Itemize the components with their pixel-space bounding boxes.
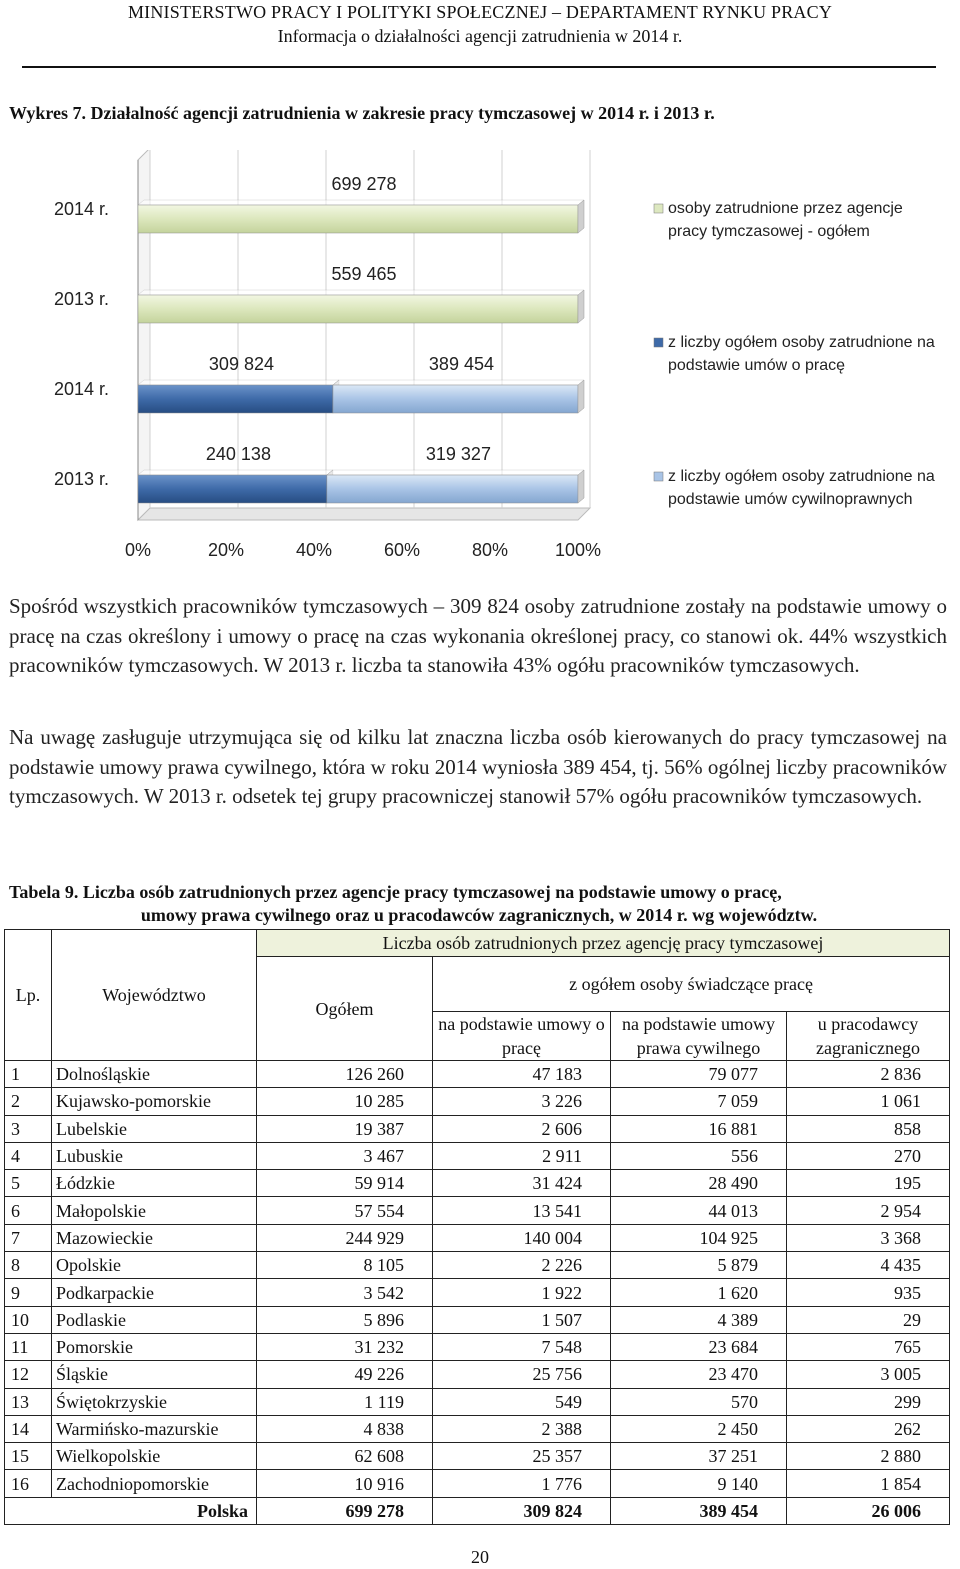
cell-zagr: 4 435	[787, 1252, 950, 1279]
cell-lp: 2	[5, 1088, 52, 1115]
cell-zagr: 299	[787, 1388, 950, 1415]
table-body	[5, 1061, 950, 1525]
cell-umowa-prawa: 23 470	[611, 1361, 787, 1388]
table-row	[5, 1443, 950, 1470]
cell-zagr: 2 836	[787, 1061, 950, 1088]
page-number: 20	[471, 1547, 489, 1567]
bar-chart	[0, 150, 960, 570]
cell-zagr: 858	[787, 1115, 950, 1142]
cell-ogolem: 62 608	[257, 1443, 433, 1470]
x-tick-label: 0%	[124, 540, 152, 560]
cell-zagr: 2 880	[787, 1443, 950, 1470]
cell-lp: 14	[5, 1415, 52, 1442]
data-label: 309 824	[208, 354, 275, 374]
col-head-group: Liczba osób zatrudnionych przez agencję pracy tymczasowej	[257, 930, 950, 957]
cell-umowa-prawa: 9 140	[611, 1470, 787, 1497]
cell-ogolem: 1 119	[257, 1388, 433, 1415]
cell-ogolem: 4 838	[257, 1415, 433, 1442]
cell-ogolem: 19 387	[257, 1115, 433, 1142]
table-row	[5, 1197, 950, 1224]
cell-lp: 13	[5, 1388, 52, 1415]
cell-ogolem: 3 542	[257, 1279, 433, 1306]
cell-ogolem: 3 467	[257, 1142, 433, 1169]
cell-umowa-prawa: 23 684	[611, 1333, 787, 1360]
table-row	[5, 1333, 950, 1360]
x-tick-label: 40%	[295, 540, 333, 560]
cell-wojewodztwo: Śląskie	[52, 1361, 257, 1388]
x-tick-label: 80%	[471, 540, 509, 560]
cell-umowa-praca: 25 756	[433, 1361, 611, 1388]
cell-lp: 4	[5, 1142, 52, 1169]
x-tick-label: 100%	[554, 540, 602, 560]
cell-ogolem: 57 554	[257, 1197, 433, 1224]
cell-umowa-prawa: 4 389	[611, 1306, 787, 1333]
data-label: 240 138	[205, 444, 271, 464]
table-row	[5, 1252, 950, 1279]
table-row	[5, 1306, 950, 1333]
cell-wojewodztwo: Pomorskie	[52, 1333, 257, 1360]
bar-segment	[138, 470, 333, 503]
legend-swatch	[654, 204, 663, 213]
col-head-zagr: u pracodawcy zagranicznego	[787, 1012, 950, 1061]
cell-wojewodztwo: Łódzkie	[52, 1170, 257, 1197]
cell-umowa-praca: 2 911	[433, 1142, 611, 1169]
cell-zagr: 2 954	[787, 1197, 950, 1224]
legend-text: osoby zatrudnione przez agencje	[668, 200, 903, 217]
cell-umowa-praca: 47 183	[433, 1061, 611, 1088]
cell-ogolem: 10 916	[257, 1470, 433, 1497]
legend-text: z liczby ogółem osoby zatrudnione na	[668, 334, 935, 351]
cell-lp: 8	[5, 1252, 52, 1279]
cell-umowa-prawa: 556	[611, 1142, 787, 1169]
cell-umowa-praca: 1 776	[433, 1470, 611, 1497]
bar-segment	[327, 470, 584, 503]
legend-text: podstawie umów cywilnoprawnych	[668, 491, 913, 508]
cell-lp: 6	[5, 1197, 52, 1224]
cell-umowa-praca: 2 606	[433, 1115, 611, 1142]
cell-total-ogolem: 699 278	[257, 1497, 433, 1524]
cell-wojewodztwo: Wielkopolskie	[52, 1443, 257, 1470]
table-row	[5, 1142, 950, 1169]
running-header-ministry: MINISTERSTWO PRACY I POLITYKI SPOŁECZNEJ – DEPARTAMENT RYNKU PRACY	[127, 2, 833, 22]
cell-wojewodztwo: Podlaskie	[52, 1306, 257, 1333]
legend-swatch	[654, 472, 663, 481]
table-row	[5, 1415, 950, 1442]
cell-lp: 16	[5, 1470, 52, 1497]
cell-umowa-prawa: 570	[611, 1388, 787, 1415]
bar-segment	[138, 200, 584, 233]
cell-umowa-prawa: 104 925	[611, 1224, 787, 1251]
y-category-label: 2014 r.	[54, 379, 110, 399]
cell-umowa-prawa: 37 251	[611, 1443, 787, 1470]
chart-legend	[654, 200, 935, 508]
cell-total-zagr: 26 006	[787, 1497, 950, 1524]
cell-umowa-prawa: 79 077	[611, 1061, 787, 1088]
cell-wojewodztwo: Lubelskie	[52, 1115, 257, 1142]
cell-wojewodztwo: Kujawsko-pomorskie	[52, 1088, 257, 1115]
cell-ogolem: 5 896	[257, 1306, 433, 1333]
table-row	[5, 1361, 950, 1388]
paragraph-1: Spośród wszystkich pracowników tymczasowych – 309 824 osoby zatrudnione zostały na podstawie umowy o pracę na czas określony i umowy o pracę na czas wykonania określonej pracy, co stanowi ok. 44% wszystkich pracowników tymczasowych. W 2013 r. liczba ta stanowiła 43% ogółu pracowników tymczasowych.	[9, 594, 947, 678]
cell-lp: 5	[5, 1170, 52, 1197]
x-tick-label: 60%	[383, 540, 421, 560]
data-label: 559 465	[331, 264, 397, 284]
table-row	[5, 1279, 950, 1306]
cell-ogolem: 59 914	[257, 1170, 433, 1197]
data-label: 389 454	[428, 354, 495, 374]
bar-segment	[138, 290, 584, 323]
cell-ogolem: 126 260	[257, 1061, 433, 1088]
cell-total-umowa-prawa: 389 454	[611, 1497, 787, 1524]
cell-umowa-prawa: 1 620	[611, 1279, 787, 1306]
cell-lp: 12	[5, 1361, 52, 1388]
cell-umowa-prawa: 44 013	[611, 1197, 787, 1224]
running-header-title: Informacja o działalności agencji zatrudnienia w 2014 r.	[277, 26, 683, 46]
cell-umowa-prawa: 5 879	[611, 1252, 787, 1279]
col-head-ogolem: Ogółem	[257, 957, 433, 1061]
y-category-label: 2013 r.	[54, 289, 110, 309]
cell-zagr: 1 854	[787, 1470, 950, 1497]
legend-swatch	[654, 338, 663, 347]
cell-ogolem: 49 226	[257, 1361, 433, 1388]
table-row	[5, 1388, 950, 1415]
cell-ogolem: 8 105	[257, 1252, 433, 1279]
cell-umowa-praca: 3 226	[433, 1088, 611, 1115]
cell-zagr: 29	[787, 1306, 950, 1333]
table-row	[5, 1115, 950, 1142]
cell-lp: 7	[5, 1224, 52, 1251]
cell-wojewodztwo: Warmińsko-mazurskie	[52, 1415, 257, 1442]
cell-umowa-praca: 7 548	[433, 1333, 611, 1360]
cell-umowa-praca: 13 541	[433, 1197, 611, 1224]
cell-lp: 11	[5, 1333, 52, 1360]
cell-umowa-praca: 2 226	[433, 1252, 611, 1279]
cell-ogolem: 10 285	[257, 1088, 433, 1115]
cell-wojewodztwo: Zachodniopomorskie	[52, 1470, 257, 1497]
header-rule	[22, 66, 936, 68]
bar-segment	[138, 380, 339, 413]
cell-wojewodztwo: Opolskie	[52, 1252, 257, 1279]
cell-zagr: 935	[787, 1279, 950, 1306]
table-row	[5, 1224, 950, 1251]
cell-zagr: 1 061	[787, 1088, 950, 1115]
cell-zagr: 3 005	[787, 1361, 950, 1388]
cell-umowa-praca: 2 388	[433, 1415, 611, 1442]
cell-umowa-praca: 549	[433, 1388, 611, 1415]
cell-lp: 10	[5, 1306, 52, 1333]
cell-umowa-prawa: 2 450	[611, 1415, 787, 1442]
cell-zagr: 765	[787, 1333, 950, 1360]
cell-ogolem: 244 929	[257, 1224, 433, 1251]
y-category-label: 2013 r.	[54, 469, 110, 489]
cell-zagr: 270	[787, 1142, 950, 1169]
cell-lp: 15	[5, 1443, 52, 1470]
bar-segment	[333, 380, 584, 413]
table-title	[9, 881, 949, 927]
cell-wojewodztwo: Małopolskie	[52, 1197, 257, 1224]
table-title-line2: umowy prawa cywilnego oraz u pracodawców zagranicznych, w 2014 r. wg województw.	[140, 905, 818, 925]
cell-lp: 3	[5, 1115, 52, 1142]
cell-umowa-prawa: 16 881	[611, 1115, 787, 1142]
cell-wojewodztwo: Podkarpackie	[52, 1279, 257, 1306]
chart-floor	[138, 508, 590, 520]
paragraph-2: Na uwagę zasługuje utrzymująca się od kilku lat znaczna liczba osób kierowanych do pracy tymczasowej na podstawie umowy prawa cywilnego, która w roku 2014 wyniosła 389 454, tj. 56% ogólnej liczby pracowników tymczasowych. W 2013 r. odsetek tej grupy pracowniczej stanowił 57% ogółu pracowników tymczasowych.	[9, 725, 947, 809]
table-title-line1: Tabela 9. Liczba osób zatrudnionych przez agencje pracy tymczasowej na podstawie umowy o pracę,	[9, 882, 782, 902]
col-head-lp: Lp.	[5, 930, 52, 1061]
voivodeship-table	[4, 929, 950, 1525]
cell-lp: 9	[5, 1279, 52, 1306]
cell-zagr: 3 368	[787, 1224, 950, 1251]
cell-wojewodztwo: Lubuskie	[52, 1142, 257, 1169]
cell-ogolem: 31 232	[257, 1333, 433, 1360]
data-label: 699 278	[331, 174, 397, 194]
x-tick-label: 20%	[207, 540, 245, 560]
chart-bars	[138, 200, 584, 503]
cell-umowa-prawa: 7 059	[611, 1088, 787, 1115]
cell-wojewodztwo: Mazowieckie	[52, 1224, 257, 1251]
table-total-row	[5, 1497, 950, 1524]
cell-umowa-praca: 140 004	[433, 1224, 611, 1251]
legend-text: z liczby ogółem osoby zatrudnione na	[668, 468, 935, 485]
cell-wojewodztwo: Dolnośląskie	[52, 1061, 257, 1088]
col-head-subgroup: z ogółem osoby świadczące pracę	[433, 957, 950, 1012]
cell-umowa-praca: 1 922	[433, 1279, 611, 1306]
cell-zagr: 195	[787, 1170, 950, 1197]
table-row	[5, 1470, 950, 1497]
col-head-wojewodztwo: Województwo	[52, 930, 257, 1061]
cell-umowa-prawa: 28 490	[611, 1170, 787, 1197]
col-head-umowa-prawa: na podstawie umowy prawa cywilnego	[611, 1012, 787, 1061]
table-row	[5, 1061, 950, 1088]
cell-umowa-praca: 25 357	[433, 1443, 611, 1470]
data-label: 319 327	[425, 444, 491, 464]
cell-lp: 1	[5, 1061, 52, 1088]
cell-umowa-praca: 1 507	[433, 1306, 611, 1333]
figure-title: Wykres 7. Działalność agencji zatrudnienia w zakresie pracy tymczasowej w 2014 r. i 2013 r.	[9, 103, 715, 123]
table-row	[5, 1088, 950, 1115]
cell-zagr: 262	[787, 1415, 950, 1442]
legend-text: pracy tymczasowej - ogółem	[668, 223, 870, 240]
cell-total-umowa-praca: 309 824	[433, 1497, 611, 1524]
col-head-umowa-praca: na podstawie umowy o pracę	[433, 1012, 611, 1061]
cell-total-label: Polska	[5, 1497, 257, 1524]
legend-text: podstawie umów o pracę	[668, 357, 845, 374]
cell-umowa-praca: 31 424	[433, 1170, 611, 1197]
y-category-label: 2014 r.	[54, 199, 110, 219]
cell-wojewodztwo: Świętokrzyskie	[52, 1388, 257, 1415]
table-row	[5, 1170, 950, 1197]
